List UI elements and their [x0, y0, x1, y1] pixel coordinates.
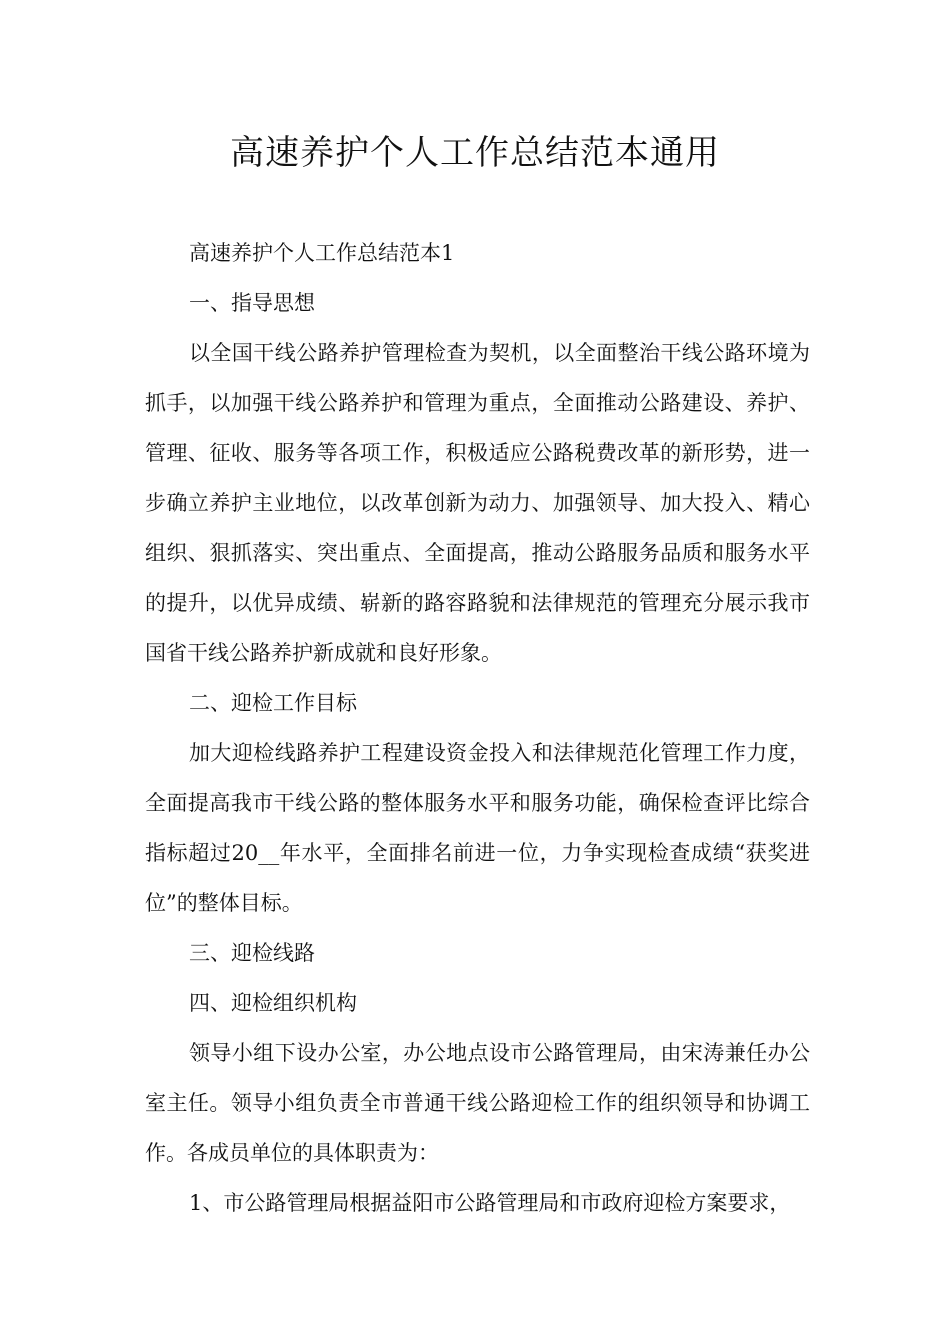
document-title: 高速养护个人工作总结范本通用 — [230, 133, 720, 173]
body-paragraph: 以全国干线公路养护管理检查为契机，以全面整治干线公路环境为抓手，以加强干线公路养护和管理为重点，全面推动公路建设、养护、管理、征收、服务等各项工作，积极适应公路税费改革的新形势，进一步确立养护主业地位，以改革创新为动力、加强领导、加大投入、精心组织、狠抓落实、突出重点、全面提高，推动公路服务品质和服务水平的提升，以优异成绩、崭新的路容路貌和法律规范的管理充分展示我市国省干线公路养护新成就和良好形象。 — [145, 341, 810, 665]
body-paragraph: 领导小组下设办公室，办公地点设市公路管理局，由宋涛兼任办公室主任。领导小组负责全市普通干线公路迎检工作的组织领导和协调工作。各成员单位的具体职责为： — [145, 1041, 810, 1165]
section-heading: 高速养护个人工作总结范本1 — [189, 241, 455, 265]
body-paragraph: 1、市公路管理局根据益阳市公路管理局和市政府迎检方案要求， — [189, 1191, 791, 1215]
section-heading: 一、指导思想 — [189, 291, 315, 315]
document-body — [145, 228, 810, 1228]
body-paragraph: 加大迎检线路养护工程建设资金投入和法律规范化管理工作力度，全面提高我市干线公路的整体服务水平和服务功能，确保检查评比综合指标超过20__年水平，全面排名前进一位，力争实现检查成绩“获奖进位”的整体目标。 — [145, 741, 810, 915]
section-heading: 三、迎检线路 — [189, 941, 315, 965]
section-heading: 二、迎检工作目标 — [189, 691, 357, 715]
section-heading: 四、迎检组织机构 — [189, 991, 357, 1015]
